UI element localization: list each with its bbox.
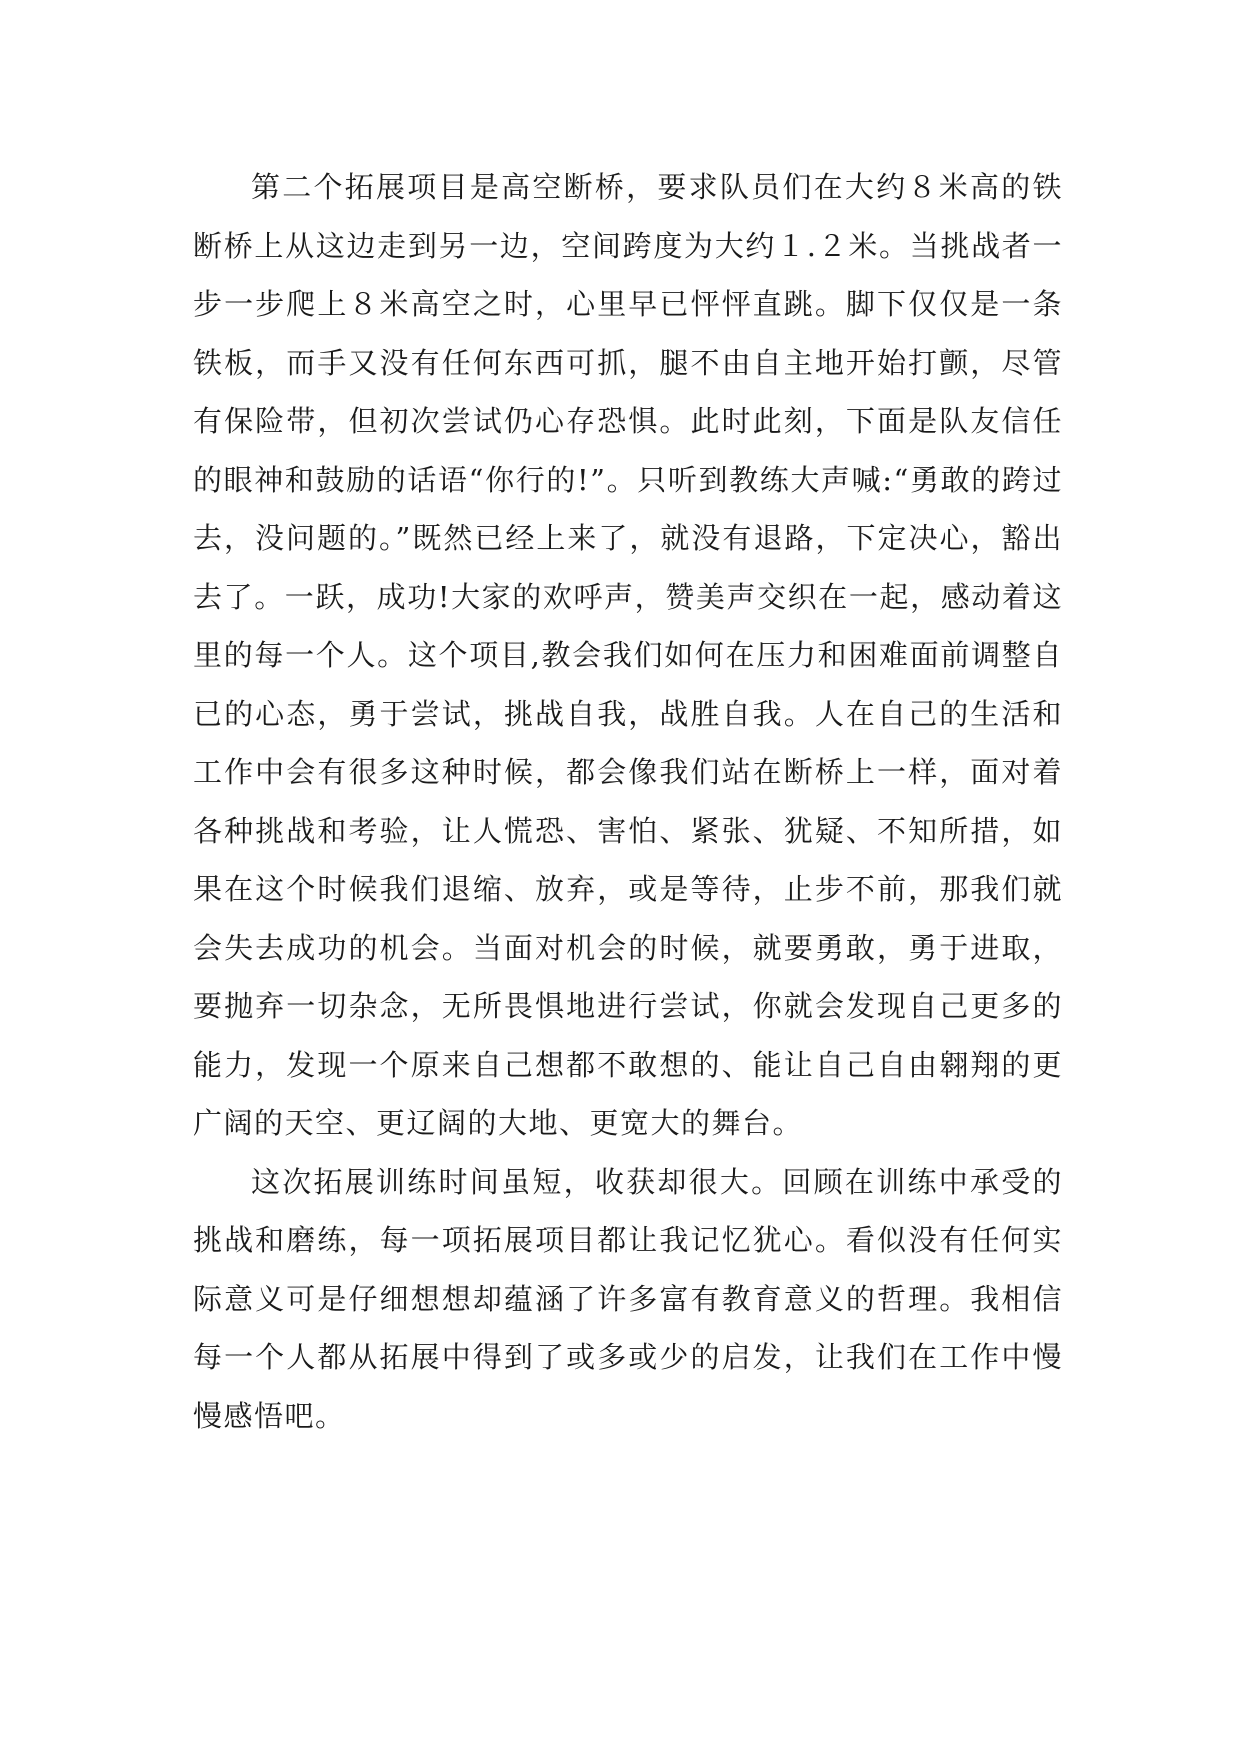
document-body: [193, 158, 1063, 1445]
paragraph-high-bridge: 第二个拓展项目是高空断桥，要求队员们在大约８米高的铁断桥上从这边走到另一边，空间跨度为大约１.２米。当挑战者一步一步爬上８米高空之时，心里早已怦怦直跳。脚下仅仅是一条铁板，而手又没有任何东西可抓，腿不由自主地开始打颤，尽管有保险带，但初次尝试仍心存恐惧。此时此刻，下面是队友信任的眼神和鼓励的话语“你行的!”。只听到教练大声喊:“勇敢的跨过去，没问题的。”既然已经上来了，就没有退路，下定决心，豁出去了。一跃，成功!大家的欢呼声，赞美声交织在一起，感动着这里的每一个人。这个项目,教会我们如何在压力和困难面前调整自已的心态，勇于尝试，挑战自我，战胜自我。人在自己的生活和工作中会有很多这种时候，都会像我们站在断桥上一样，面对着各种挑战和考验，让人慌恐、害怕、紧张、犹疑、不知所措，如果在这个时候我们退缩、放弃，或是等待，止步不前，那我们就会失去成功的机会。当面对机会的时候，就要勇敢，勇于进取，要抛弃一切杂念，无所畏惧地进行尝试，你就会发现自己更多的能力，发现一个原来自己想都不敢想的、能让自己自由翱翔的更广阔的天空、更辽阔的大地、更宽大的舞台。: [193, 170, 1063, 1140]
paragraph-conclusion: 这次拓展训练时间虽短，收获却很大。回顾在训练中承受的挑战和磨练，每一项拓展项目都让我记忆犹心。看似没有任何实际意义可是仔细想想却蕴涵了许多富有教育意义的哲理。我相信每一个人都从拓展中得到了或多或少的启发，让我们在工作中慢慢感悟吧。: [193, 1164, 1063, 1433]
